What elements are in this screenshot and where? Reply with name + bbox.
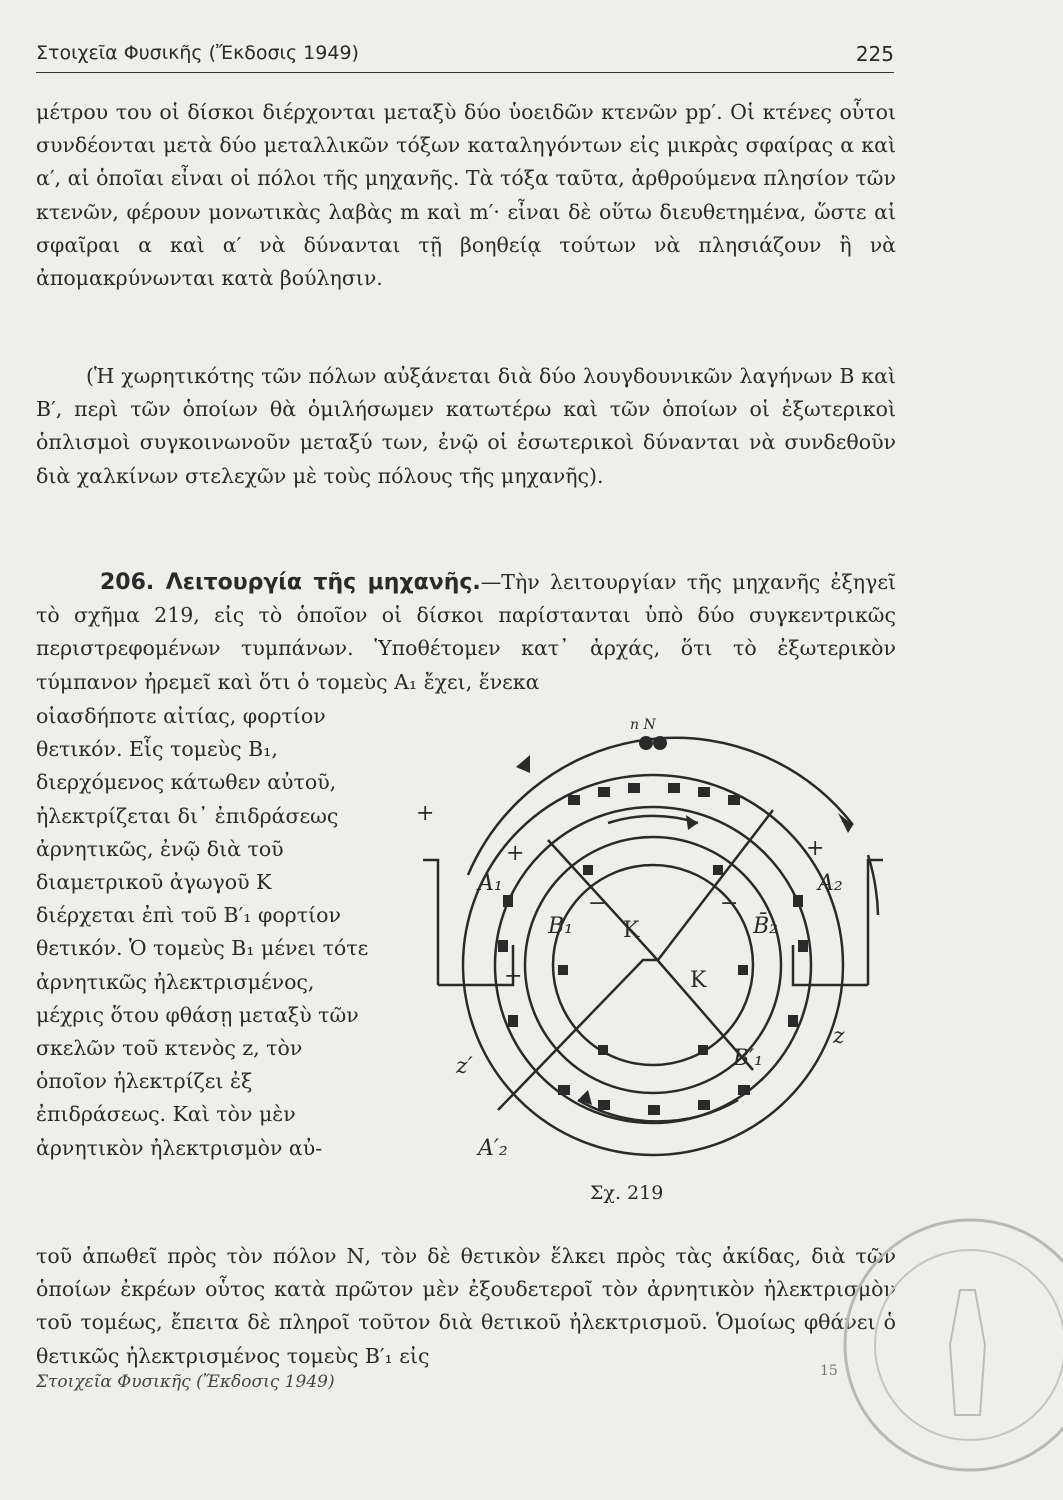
label-minus-left: − [588, 891, 607, 916]
label-plus-left: + [416, 801, 435, 826]
page-footer: Στοιχεῖα Φυσικῆς (Ἔκδοσις 1949) [36, 1372, 335, 1392]
label-minus-right: − [720, 891, 739, 916]
label-plus-inner: + [504, 964, 523, 989]
library-stamp-icon [820, 1195, 1063, 1495]
paragraph-3-beside-figure: οἱασδήποτε αἰτίας, φορτίον θετικόν. Εἷς τομεὺς Β₁, διερχόμενος κάτωθεν αὐτοῦ, ἠλεκτρίζεται δι᾽ ἐπιδράσεως ἀρνητικῶς, ἐνῷ διὰ τοῦ διαμετρικοῦ ἀγωγοῦ Κ διέρχεται ἐπὶ τοῦ Β′₁ φορτίον θετικόν. Ὁ τομεὺς Β₁ μένει τότε ἀρνητικῶς ἠλεκτρισμένος, μέχρις ὅτου φθάσῃ μεταξὺ τῶν σκελῶν τοῦ κτενὸς z, τὸν ὁποῖον ἠλεκτρίζει ἐξ ἐπιδράσεως. Καὶ τὸν μὲν ἀρνητικὸν ἠλεκτρισμὸν αὐ- [36, 704, 369, 1160]
label-z: z [833, 1024, 845, 1049]
inner-arrow-arc [608, 816, 698, 823]
wimshurst-diagram [408, 715, 898, 1185]
outer-arrow-arc-right [868, 855, 878, 915]
paragraph-3-text: —Τὴν λειτουργίαν τῆς μηχανῆς ἐξηγεῖ τὸ σχῆμα 219, εἰς τὸ ὁποῖον οἱ δίσκοι παρίστανται ὑπὸ δύο συγκεντρικῶς περιστρεφομένων τυμπάνων. Ὑποθέτομεν κατ᾽ ἀρχάς, ὅτι τὸ ἐξωτερικὸν τύμπανον ἠρεμεῖ καὶ ὅτι ὁ τομεὺς Α₁ ἔχει, ἕνεκα [36, 570, 896, 694]
section-heading: 206. Λειτουργία τῆς μηχανῆς. [100, 570, 481, 595]
label-plus-a1: + [506, 841, 525, 866]
paragraph-2: (Ἡ χωρητικότης τῶν πόλων αὐξάνεται διὰ δύο λουγδουνικῶν λαγήνων Β καὶ Β′, περὶ τῶν ὁποίων θὰ ὁμιλήσωμεν κατωτέρω καὶ τῶν ὁποίων οἱ ἐξωτερικοὶ ὁπλισμοὶ συγκοινωνοῦν μεταξύ των, ἐνῷ οἱ ἐσωτερικοὶ δύνανται νὰ συνδεθοῦν διὰ χαλκίνων στελεχῶν μὲ τοὺς πόλους τῆς μηχανῆς). [36, 364, 896, 488]
outer-drum-inner [495, 807, 811, 1123]
paragraph-1: μέτρου του οἱ δίσκοι διέρχονται μεταξὺ δύο ὑοειδῶν κτενῶν pp′. Οἱ κτένες οὗτοι συνδέονται μετὰ δύο μεταλλικῶν τόξων καταληγόντων εἰς μικρὰς σφαίρας α καὶ α′, αἱ ὁποῖαι εἶναι οἱ πόλοι τῆς μηχανῆς. Τὰ τόξα ταῦτα, ἀρθρούμενα πλησίον τῶν κτενῶν, φέρουν μονωτικὰς λαβὰς m καὶ m′· εἶναι δὲ οὕτω διευθετημένα, ὥστε αἱ σφαῖραι α καὶ α′ νὰ δύνανται τῇ βοηθείᾳ τούτων νὰ πλησιάζουν ἢ νὰ ἀπομακρύνωνται κατὰ βούλησιν. [36, 100, 896, 291]
label-poles: n N [630, 717, 656, 733]
label-plus-a2: + [806, 836, 825, 861]
arrowhead-top-left [516, 755, 530, 773]
figure-caption: Σχ. 219 [590, 1182, 664, 1204]
pole-sphere-left [639, 736, 653, 750]
running-title: Στοιχεῖα Φυσικῆς (Ἔκδοσις 1949) [36, 42, 359, 64]
paragraph-3-intro [36, 566, 896, 699]
label-k-left: K [623, 918, 640, 943]
label-k-right: K [690, 968, 707, 993]
label-a2-prime: A′₂ [478, 1136, 508, 1161]
label-z-prime: z′ [456, 1054, 473, 1079]
page-number: 225 [855, 42, 894, 66]
label-b1: B₁ [548, 914, 573, 939]
arrowhead-inner [686, 815, 698, 830]
label-a2: A₂ [818, 871, 843, 896]
figure-219 [408, 715, 898, 1185]
page-header [36, 38, 894, 73]
label-b1-prime: B′₁ [733, 1046, 763, 1071]
pole-sphere-right [653, 736, 667, 750]
label-a1: A₁ [478, 871, 503, 896]
signature-mark: 15 [820, 1363, 838, 1379]
paragraph-3-continuation: τοῦ ἀπωθεῖ πρὸς τὸν πόλον Ν, τὸν δὲ θετικὸν ἕλκει πρὸς τὰς ἀκίδας, διὰ τῶν ὁποίων ἐκρέων οὗτος κατὰ πρῶτον μὲν ἐξουδετεροῖ τὸν ἀρνητικὸν ἠλεκτρισμὸν τοῦ τομέως, ἔπειτα δὲ πληροῖ τοῦτον διὰ θετικοῦ ἠλεκτρισμοῦ. Ὁμοίως φθάνει ὁ θετικῶς ἠλεκτρισμένος τομεὺς Β′₁ εἰς [36, 1244, 896, 1368]
label-b2: B̄₂ [753, 914, 778, 939]
